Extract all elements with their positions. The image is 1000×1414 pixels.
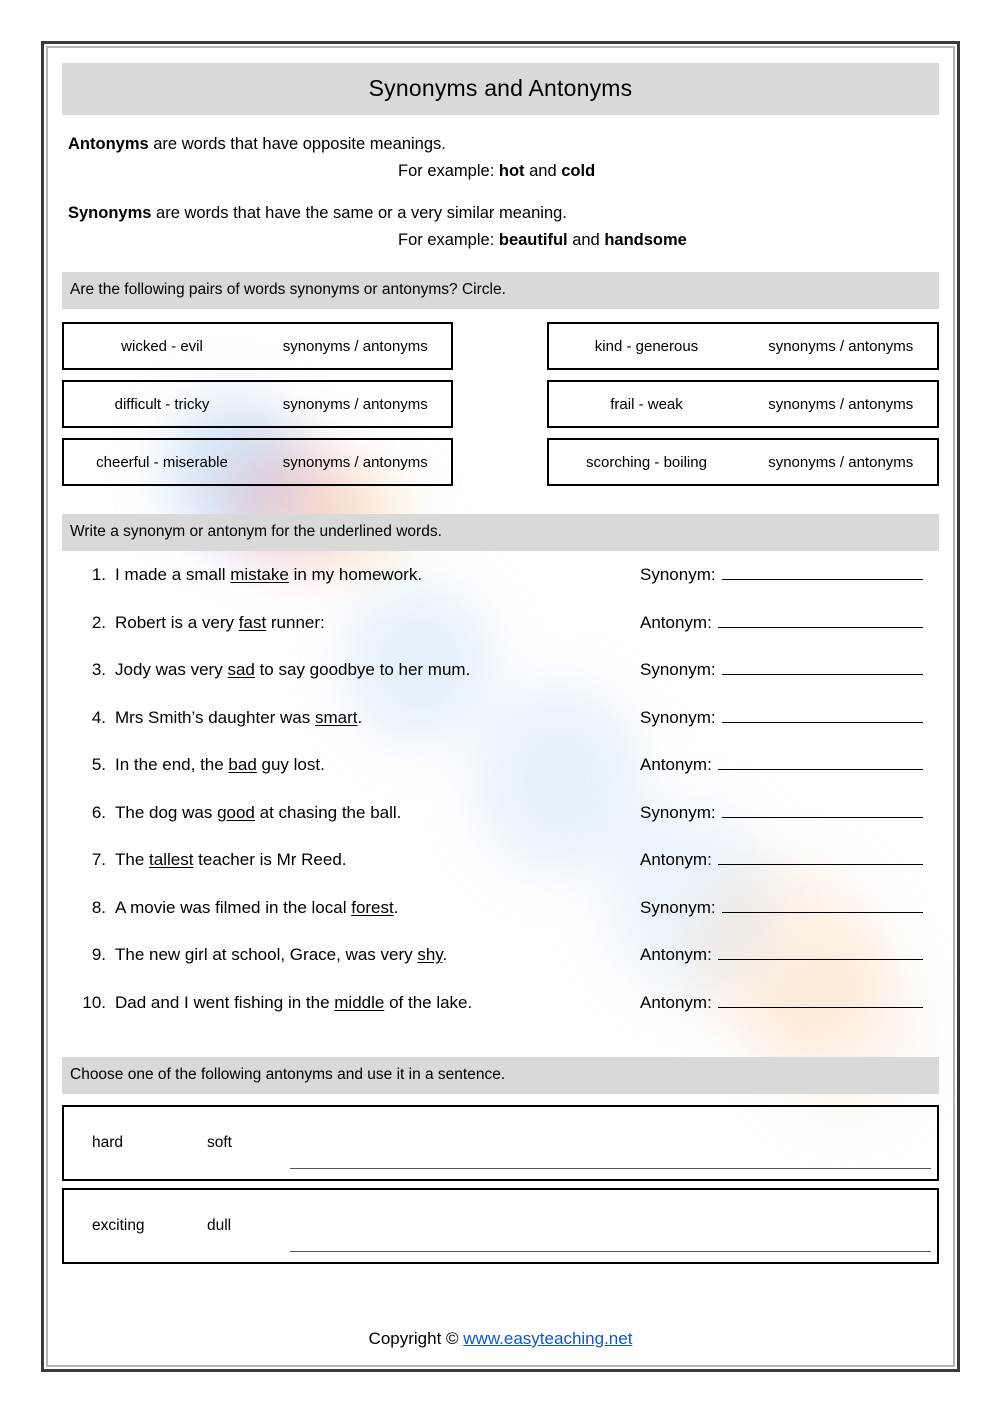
underlined-word: good: [217, 802, 255, 822]
question-number: 2.: [91, 612, 106, 632]
easyteaching-link[interactable]: www.easyteaching.net: [463, 1329, 633, 1348]
section-3-heading: Choose one of the following antonyms and use it in a sentence.: [62, 1057, 939, 1094]
sentence-before: I made a small: [115, 565, 231, 585]
sentence-box: [62, 1105, 939, 1181]
question-row: [62, 897, 939, 945]
antonym-example-conjunction: and: [524, 162, 562, 181]
answer-area: [640, 659, 939, 680]
underlined-word: sad: [227, 660, 255, 680]
question-number: 6.: [91, 802, 106, 822]
underlined-word: forest: [351, 897, 394, 917]
word-pair-choice[interactable]: synonyms / antonyms: [768, 337, 914, 355]
worksheet-page-frame: [41, 41, 960, 1372]
underlined-word: shy: [417, 945, 443, 965]
underlined-word: tallest: [149, 850, 194, 870]
sentence-after: to say goodbye to her mum.: [254, 660, 471, 680]
word-pair-words: scorching - boiling: [586, 453, 707, 471]
word-pair-box[interactable]: [62, 322, 453, 370]
question-number: 10.: [82, 992, 106, 1012]
section-2: [62, 496, 939, 1039]
sentence-before: Mrs Smith’s daughter was: [115, 707, 315, 727]
answer-area: [640, 754, 939, 775]
question-sentence: [115, 708, 640, 728]
word-pair-words: frail - weak: [610, 395, 683, 413]
answer-area: [640, 897, 939, 918]
synonym-term: Synonyms: [68, 204, 152, 223]
antonym-option-a[interactable]: hard: [92, 1134, 124, 1152]
answer-label: Synonym:: [640, 802, 716, 822]
question-row: [62, 564, 939, 612]
word-pair-words: difficult - tricky: [114, 395, 210, 413]
answer-blank-line[interactable]: [718, 754, 923, 770]
worksheet-page-inner: [44, 44, 957, 1369]
answer-label: Synonym:: [640, 897, 716, 917]
antonym-example-line: [68, 159, 937, 184]
answer-blank-line[interactable]: [718, 992, 923, 1008]
answer-blank-line[interactable]: [722, 659, 923, 675]
question-row: [62, 849, 939, 897]
answer-blank-line[interactable]: [718, 849, 923, 865]
antonym-option-b[interactable]: soft: [207, 1134, 232, 1152]
section-1: [62, 253, 939, 496]
answer-label: Antonym:: [640, 945, 712, 965]
answer-label: Antonym:: [640, 850, 712, 870]
synonym-definition-text: are words that have the same or a very similar meaning.: [151, 204, 567, 223]
sentence-after: guy lost.: [256, 755, 325, 775]
sentence-before: A movie was filmed in the local: [115, 897, 352, 917]
synonym-example-conjunction: and: [567, 231, 605, 250]
answer-blank-line[interactable]: [718, 944, 923, 960]
antonym-option-b[interactable]: dull: [207, 1217, 232, 1235]
question-sentence: [115, 898, 640, 918]
synonym-example-prefix: For example:: [398, 231, 499, 250]
underlined-word: mistake: [230, 565, 289, 585]
sentence-boxes-container: [62, 1094, 939, 1264]
question-row: [62, 802, 939, 850]
pair-boxes-container: [62, 309, 939, 496]
intro-definitions: [62, 115, 939, 253]
sentence-after: at chasing the ball.: [254, 802, 402, 822]
pair-boxes-column-right: [547, 322, 940, 496]
question-row: [62, 612, 939, 660]
word-pair-words: wicked - evil: [121, 337, 203, 355]
question-number: 9.: [91, 945, 106, 965]
sentence-after: teacher is Mr Reed.: [193, 850, 347, 870]
section-2-heading: Write a synonym or antonym for the underlined words.: [62, 514, 939, 551]
word-pair-choice[interactable]: synonyms / antonyms: [282, 337, 428, 355]
question-sentence: [115, 993, 640, 1013]
synonym-example-word2: handsome: [604, 231, 687, 250]
word-pair-box[interactable]: [62, 438, 453, 486]
word-pair-box[interactable]: [62, 380, 453, 428]
sentence-writing-line[interactable]: [290, 1168, 931, 1169]
answer-blank-line[interactable]: [722, 802, 923, 818]
sentence-before: Dad and I went fishing in the: [115, 992, 335, 1012]
question-number: 5.: [91, 755, 106, 775]
question-row: [62, 707, 939, 755]
page-title: Synonyms and Antonyms: [62, 63, 939, 115]
answer-blank-line[interactable]: [722, 897, 923, 913]
question-sentence: [115, 755, 640, 775]
underlined-word: bad: [228, 755, 257, 775]
sentence-after: of the lake.: [384, 992, 473, 1012]
question-number: 3.: [91, 660, 106, 680]
answer-label: Synonym:: [640, 707, 716, 727]
word-pair-choice[interactable]: synonyms / antonyms: [768, 453, 914, 471]
antonym-term: Antonyms: [68, 135, 149, 153]
sentence-box: [62, 1188, 939, 1264]
sentence-before: Robert is a very: [115, 612, 239, 632]
sentence-writing-line[interactable]: [290, 1251, 931, 1252]
question-number: 1.: [91, 565, 106, 585]
question-row: [62, 944, 939, 992]
word-pair-choice[interactable]: synonyms / antonyms: [282, 453, 428, 471]
question-sentence: [115, 613, 640, 633]
synonym-example-word1: beautiful: [498, 231, 568, 250]
question-sentence: [115, 945, 640, 965]
word-pair-box[interactable]: [547, 380, 940, 428]
question-sentence: [115, 850, 640, 870]
question-number: 7.: [91, 850, 106, 870]
question-list: [62, 551, 939, 1039]
question-row: [62, 754, 939, 802]
word-pair-box[interactable]: [547, 322, 940, 370]
sentence-after: in my homework.: [288, 565, 423, 585]
sentence-before: In the end, the: [115, 755, 229, 775]
answer-blank-line[interactable]: [722, 707, 923, 723]
word-pair-words: kind - generous: [594, 337, 699, 355]
footer: [44, 1329, 957, 1349]
underlined-word: middle: [334, 992, 385, 1012]
word-pair-choice[interactable]: synonyms / antonyms: [768, 395, 914, 413]
word-pair-box[interactable]: [547, 438, 940, 486]
antonym-example-word1: hot: [498, 162, 525, 181]
sentence-before: Jody was very: [115, 660, 228, 680]
underlined-word: smart: [314, 707, 358, 727]
antonym-definition-line: [68, 132, 937, 157]
answer-area: [640, 564, 939, 585]
antonym-example-prefix: For example:: [398, 162, 499, 181]
answer-area: [640, 992, 939, 1013]
answer-area: [640, 707, 939, 728]
sentence-after: .: [393, 897, 399, 917]
sentence-after: .: [357, 707, 363, 727]
answer-blank-line[interactable]: [718, 612, 923, 628]
answer-area: [640, 944, 939, 965]
sentence-before: The new girl at school, Grace, was very: [115, 945, 418, 965]
synonym-example-line: [68, 228, 937, 253]
answer-blank-line[interactable]: [722, 564, 923, 580]
answer-label: Synonym:: [640, 660, 716, 680]
section-1-heading: Are the following pairs of words synonyms or antonyms? Circle.: [62, 272, 939, 309]
question-sentence: [115, 660, 640, 680]
sentence-after: .: [442, 945, 448, 965]
sentence-after: runner:: [266, 612, 325, 632]
answer-label: Antonym:: [640, 992, 712, 1012]
question-row: [62, 992, 939, 1040]
sentence-before: The: [115, 850, 150, 870]
question-sentence: [115, 565, 640, 585]
answer-label: Antonym:: [640, 612, 712, 632]
copyright-text: Copyright ©: [368, 1329, 464, 1348]
question-row: [62, 659, 939, 707]
section-3: [62, 1039, 939, 1264]
question-sentence: [115, 803, 640, 823]
antonym-example-word2: cold: [561, 162, 596, 181]
word-pair-choice[interactable]: synonyms / antonyms: [282, 395, 428, 413]
antonym-definition-text: are words that have opposite meanings.: [148, 135, 446, 153]
question-number: 8.: [91, 897, 106, 917]
answer-area: [640, 849, 939, 870]
answer-area: [640, 802, 939, 823]
underlined-word: fast: [238, 612, 267, 632]
answer-area: [640, 612, 939, 633]
antonym-option-a[interactable]: exciting: [92, 1217, 145, 1235]
sentence-before: The dog was: [115, 802, 218, 822]
word-pair-words: cheerful - miserable: [96, 453, 228, 471]
question-number: 4.: [91, 707, 106, 727]
answer-label: Synonym:: [640, 565, 716, 585]
worksheet-content: [62, 63, 939, 1264]
answer-label: Antonym:: [640, 755, 712, 775]
pair-boxes-column-left: [62, 322, 453, 496]
synonym-definition-line: [68, 201, 937, 226]
